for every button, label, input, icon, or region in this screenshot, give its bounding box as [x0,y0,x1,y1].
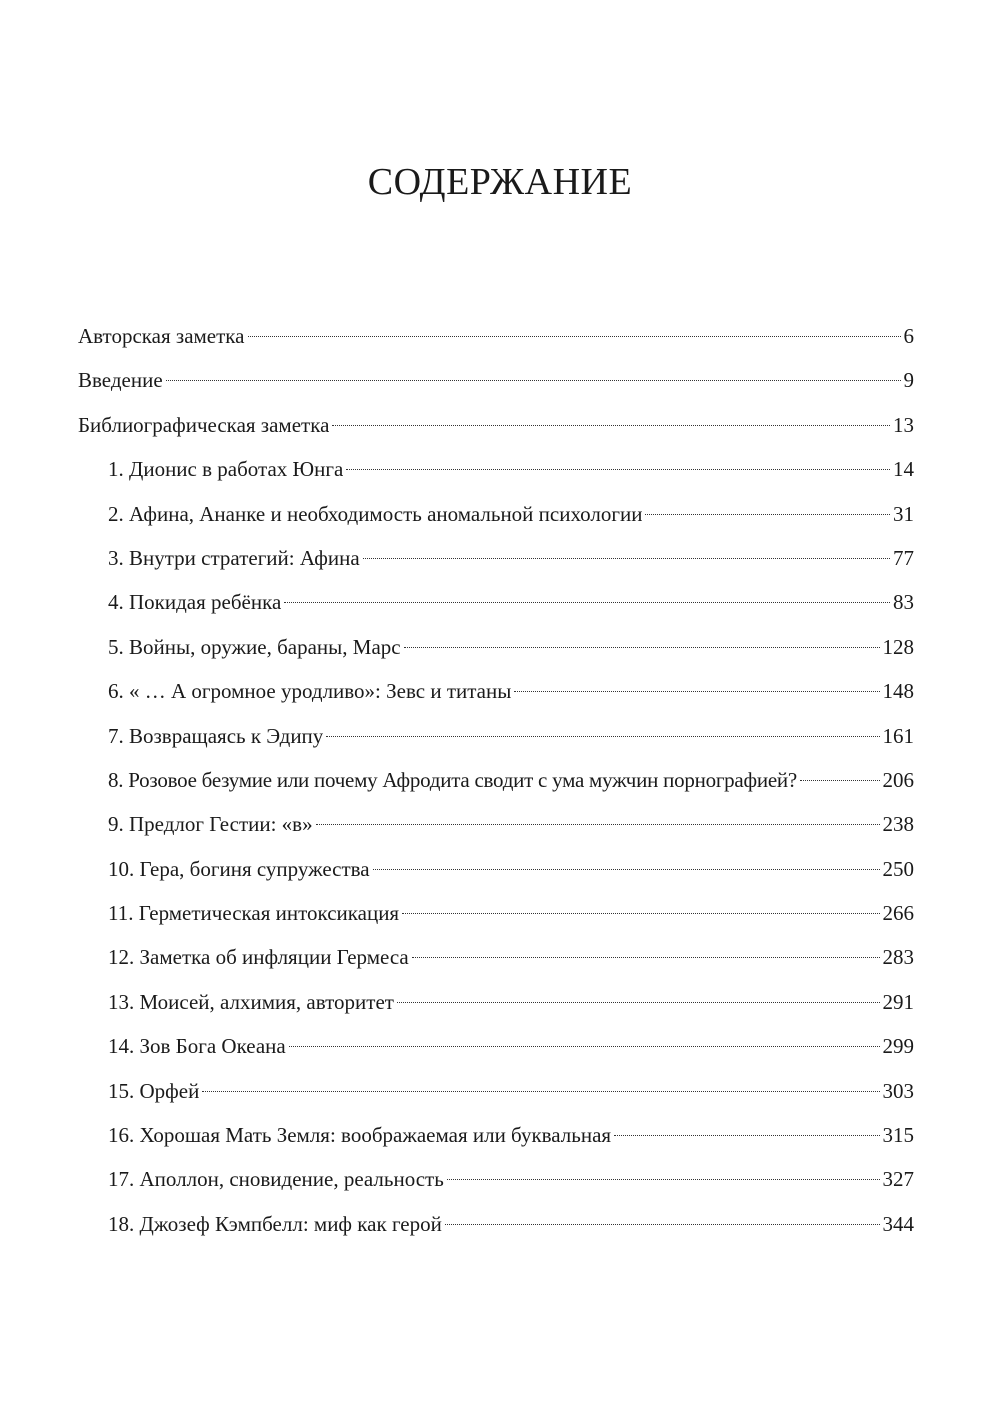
toc-page-number: 327 [882,1167,914,1192]
toc-entry-title: 5. Войны, оружие, бараны, Марс [108,634,401,659]
toc-page-number: 266 [882,901,914,926]
toc-entry-title: 17. Аполлон, сновидение, реальность [108,1167,444,1192]
toc-entry[interactable] [78,714,914,758]
toc-dot-leader [447,1179,880,1180]
toc-dot-leader [166,380,901,381]
toc-entry-title: 8. Розовое безумие или почему Афродита сводит с ума мужчин порнографией? [108,767,797,792]
toc-entry-title: 15. Орфей [108,1078,200,1103]
toc-dot-leader [645,514,890,515]
toc-page-number: 9 [903,368,914,393]
toc-dot-leader [445,1224,880,1225]
toc-entry-title: 3. Внутри стратегий: Афина [108,545,360,570]
toc-page-number: 250 [882,856,914,881]
toc-dot-leader [332,425,890,426]
toc-page-number: 238 [882,812,914,837]
toc-entry[interactable] [78,492,914,536]
toc-dot-leader [412,957,880,958]
toc-entry-title: Авторская заметка [78,324,245,348]
toc-dot-leader [248,336,901,337]
toc-page-number: 14 [893,457,914,482]
toc-entry-title: 14. Зов Бога Океана [108,1034,286,1059]
toc-page-number: 83 [893,590,914,615]
toc-entry[interactable] [78,1113,914,1157]
toc-entry-title: 7. Возвращаясь к Эдипу [108,723,324,748]
toc-entry[interactable] [78,1202,914,1246]
toc-entry-title: 13. Моисей, алхимия, авторитет [108,989,394,1014]
toc-entry[interactable] [78,403,914,447]
toc-entry-title: 4. Покидая ребёнка [108,590,282,615]
toc-entry[interactable] [78,447,914,491]
toc-entry-title: Библиографическая заметка [78,412,330,437]
toc-dot-leader [402,913,879,914]
toc-entry[interactable] [78,1157,914,1201]
table-of-contents [78,314,914,1246]
toc-entry[interactable] [78,935,914,979]
toc-dot-leader [363,558,890,559]
toc-dot-leader [326,736,879,737]
toc-dot-leader [514,691,879,692]
toc-page-number: 13 [893,412,914,437]
toc-entry-title: 10. Гера, богиня супружества [108,856,370,881]
page-title: СОДЕРЖАНИЕ [367,161,633,203]
toc-page-number: 6 [903,324,914,348]
toc-entry[interactable] [78,891,914,935]
toc-entry[interactable] [78,802,914,846]
toc-entry[interactable] [78,625,914,669]
toc-entry[interactable] [78,847,914,891]
toc-entry-title: 16. Хорошая Мать Земля: воображаемая или буквальная [108,1123,612,1148]
toc-entry-title: 2. Афина, Ананке и необходимость аномальной психологии [108,501,643,526]
toc-entry[interactable] [78,580,914,624]
toc-page-number: 283 [882,945,914,970]
toc-page-number: 161 [882,723,914,748]
toc-dot-leader [614,1135,879,1136]
toc-page-number: 31 [893,501,914,526]
toc-entry[interactable] [78,314,914,358]
toc-page-number: 291 [882,989,914,1014]
toc-dot-leader [316,824,880,825]
toc-entry-title: Введение [78,368,163,393]
toc-page-number: 128 [882,634,914,659]
toc-dot-leader [800,780,880,781]
toc-page-number: 206 [882,767,914,792]
toc-dot-leader [346,469,890,470]
toc-entry-title: 9. Предлог Гестии: «в» [108,812,313,837]
toc-page-number: 299 [882,1034,914,1059]
toc-entry[interactable] [78,1069,914,1113]
toc-entry[interactable] [78,980,914,1024]
toc-entry[interactable] [78,1024,914,1068]
toc-dot-leader [289,1046,880,1047]
toc-entry-title: 11. Герметическая интоксикация [108,901,400,926]
toc-dot-leader [404,647,880,648]
toc-page-number: 344 [882,1211,914,1236]
toc-entry-title: 1. Дионис в работах Юнга [108,457,344,482]
toc-entry-title: 6. « … А огромное уродливо»: Зевс и титаны [108,679,512,704]
toc-page-number: 315 [882,1123,914,1148]
toc-page-number: 303 [882,1078,914,1103]
toc-dot-leader [397,1002,880,1003]
toc-page-number: 77 [893,545,914,570]
toc-entry-title: 18. Джозеф Кэмпбелл: миф как герой [108,1211,442,1236]
toc-page-number: 148 [882,679,914,704]
toc-entry-title: 12. Заметка об инфляции Гермеса [108,945,409,970]
toc-entry[interactable] [78,536,914,580]
toc-entry[interactable] [78,669,914,713]
toc-dot-leader [202,1091,879,1092]
toc-entry[interactable] [78,758,914,802]
toc-entry[interactable] [78,358,914,402]
toc-dot-leader [284,602,890,603]
toc-dot-leader [373,869,880,870]
